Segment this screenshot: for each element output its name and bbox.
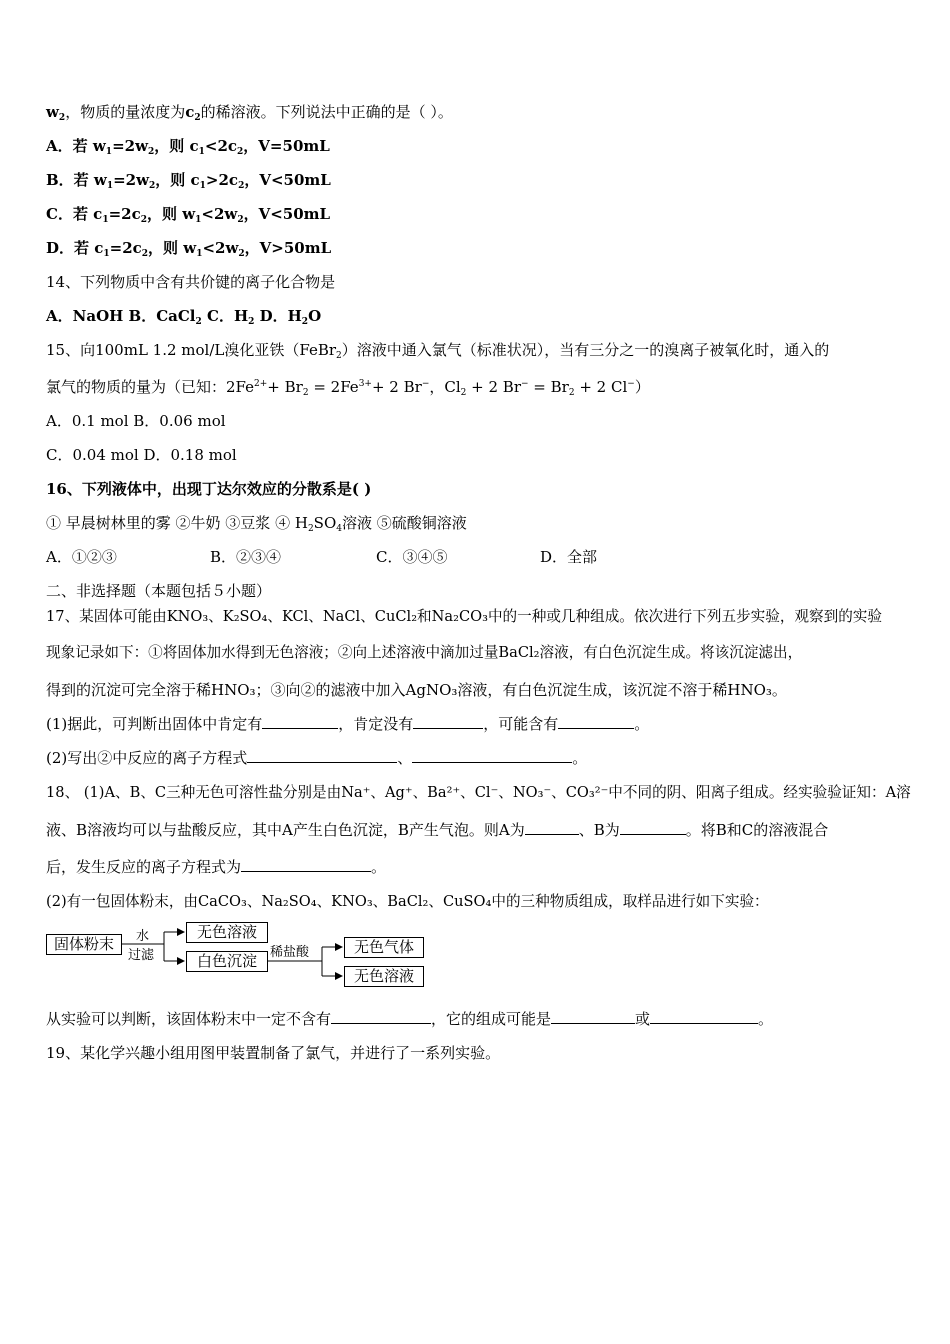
answer-blank[interactable] — [558, 714, 634, 729]
box-white-precipitate: 白色沉淀 — [186, 951, 268, 972]
q17-part1: (1)据此，可判断出固体中肯定有 ，肯定没有 ，可能含有 。 — [46, 715, 650, 733]
q16-option-d: D．全部 — [540, 548, 598, 566]
answer-blank[interactable] — [620, 820, 686, 835]
answer-blank[interactable] — [331, 1009, 431, 1024]
q18-stem-line2: 液、B溶液均可以与盐酸反应，其中A产生白色沉淀，B产生气泡。则A为 、B为 。将B和C的溶液混合 — [46, 821, 829, 839]
q17-stem-line3: 得到的沉淀可完全溶于稀HNO₃；③向②的滤液中加入AgNO₃溶液，有白色沉淀生成，该沉淀不溶于稀HNO₃。 — [46, 681, 787, 699]
q16-option-c: C．③④⑤ — [376, 548, 448, 566]
diagram-arrows — [46, 922, 446, 992]
q17-part2: (2)写出②中反应的离子方程式 、 。 — [46, 749, 588, 767]
q15-stem-line2: 氯气的物质的量为（已知：$2Fe^{2+}+ Br_2 = 2Fe^{3+}+ 2$ Br−，$Cl_2 + 2$ $Br^- = Br_2 + 2$ Cl−） — [46, 378, 650, 398]
q18-part2-stem: (2)有一包固体粉末，由CaCO₃、Na₂SO₄、KNO₃、BaCl₂、CuSO₄中的三种物质组成，取样品进行如下实验： — [46, 893, 769, 910]
q13-option-d: D．若 $c_1=2c_2$，则 $w_1<2w_2$，V>50mL — [46, 239, 332, 259]
q14-options: A．NaOH B．CaCl$_2$ C．$H_2$ D．$H_2O$ — [46, 307, 322, 327]
label-water: 水 — [136, 929, 150, 944]
label-filter: 过滤 — [128, 948, 155, 963]
q14-stem: 14、下列物质中含有共价键的离子化合物是 — [46, 273, 336, 291]
answer-blank[interactable] — [247, 748, 397, 763]
q15-options-cd: C．0.04 mol D．0.18 mol — [46, 446, 237, 464]
q13-option-b: B．若 $w_1=2w_2$，则 $c_1>2c_2$，V<50mL — [46, 171, 331, 191]
answer-blank[interactable] — [551, 1009, 635, 1024]
label-dilute-hcl: 稀盐酸 — [270, 945, 310, 960]
q15-options-ab: A．0.1 mol B．0.06 mol — [46, 412, 226, 430]
q18-conclusion: 从实验可以判断，该固体粉末中一定不含有 ，它的组成可能是 或 。 — [46, 1010, 774, 1028]
answer-blank[interactable] — [525, 820, 579, 835]
answer-blank[interactable] — [241, 857, 371, 872]
answer-blank[interactable] — [413, 714, 483, 729]
q18-stem-line1: 18、 (1)A、B、C三种无色可溶性盐分别是由Na⁺、Ag⁺、Ba²⁺、Cl⁻、NO₃⁻、CO₃²⁻中不同的阴、阳离子组成。经实验验证知：A溶 — [46, 784, 911, 801]
section-heading: 二、非选择题（本题包括５小题） — [46, 582, 272, 600]
answer-blank[interactable] — [650, 1009, 758, 1024]
q16-stem: 16、下列液体中，出现丁达尔效应的分散系是( ) — [46, 480, 372, 498]
box-solid-powder: 固体粉末 — [46, 934, 122, 955]
answer-blank[interactable] — [262, 714, 338, 729]
q13-option-a: A．若 $w_1=2w_2$，则 $c_1<2c_2$，V=50mL — [46, 137, 330, 157]
q16-items: ① 早晨树林里的雾 ②牛奶 ③豆浆 ④ $H_2SO_4$溶液 ⑤硫酸铜溶液 — [46, 514, 467, 534]
q18-stem-line3: 后，发生反应的离子方程式为 。 — [46, 858, 387, 876]
box-colorless-gas: 无色气体 — [344, 937, 424, 958]
q17-stem-line1: 17、某固体可能由KNO₃、K₂SO₄、KCl、NaCl、CuCl₂和Na₂CO₃中的一种或几种组成。依次进行下列五步实验，观察到的实验 — [46, 608, 882, 625]
box-colorless-solution-2: 无色溶液 — [344, 966, 424, 987]
q13-option-c: C．若 $c_1=2c_2$，则 $w_1<2w_2$，V<50mL — [46, 205, 331, 225]
q16-option-a: A．①②③ — [46, 548, 117, 566]
answer-blank[interactable] — [412, 748, 572, 763]
q16-option-b: B．②③④ — [210, 548, 282, 566]
experiment-flow-diagram — [46, 922, 446, 992]
box-colorless-solution: 无色溶液 — [186, 922, 268, 943]
q19-stem: 19、某化学兴趣小组用图甲装置制备了氯气，并进行了一系列实验。 — [46, 1044, 501, 1062]
q13-stem: $w_2$，物质的量浓度为$c_2$的稀溶液。下列说法中正确的是（ ）。 — [46, 103, 453, 123]
q15-stem-line1: 15、向100mL 1.2 mol/L溴化亚铁（FeBr$_2$）溶液中通入氯气（标准状况），当有三分之一的溴离子被氧化时，通入的 — [46, 341, 830, 361]
q17-stem-line2: 现象记录如下：①将固体加水得到无色溶液；②向上述溶液中滴加过量BaCl₂溶液，有白色沉淀生成。将该沉淀滤出， — [46, 644, 803, 661]
